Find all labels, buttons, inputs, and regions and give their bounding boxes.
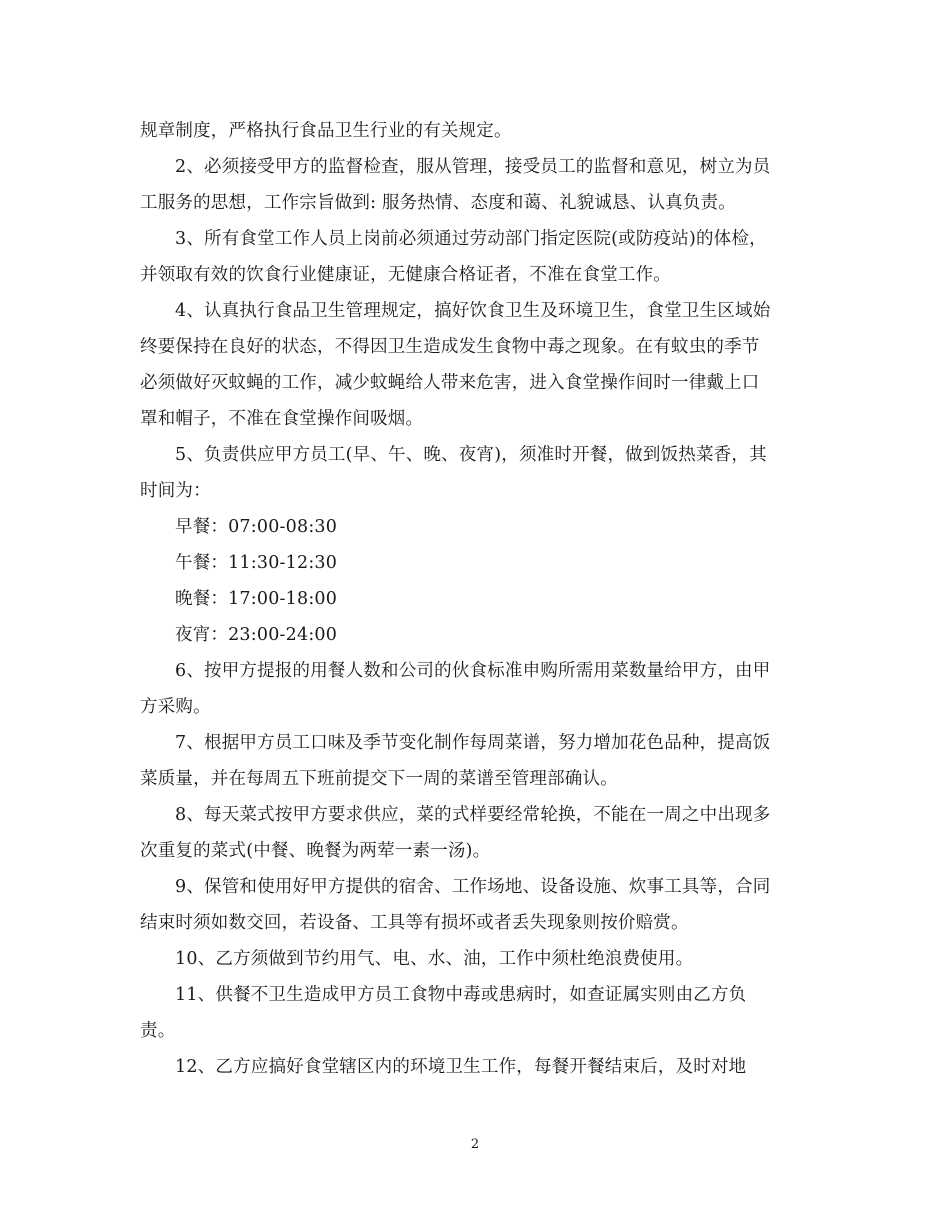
text-line: 罩和帽子，不准在食堂操作间吸烟。 (140, 409, 424, 429)
text-line: 必须做好灭蚊蝇的工作，减少蚊蝇给人带来危害，进入食堂操作间时一律戴上口 (140, 373, 760, 393)
text-line: 10、乙方须做到节约用气、电、水、油，工作中须杜绝浪费使用。 (175, 949, 694, 969)
text-line: 方采购。 (140, 697, 211, 717)
text-line: 时间为： (140, 481, 211, 501)
text-line: 菜质量，并在每周五下班前提交下一周的菜谱至管理部确认。 (140, 769, 618, 789)
text-line: 11、供餐不卫生造成甲方员工食物中毒或患病时，如查证属实则由乙方负 (175, 985, 747, 1005)
text-line: 工服务的思想，工作宗旨做到: 服务热情、态度和蔼、礼貌诚恳、认真负责。 (140, 193, 736, 213)
text-line: 3、所有食堂工作人员上岗前必须通过劳动部门指定医院(或防疫站)的体检， (175, 229, 767, 249)
text-line: 7、根据甲方员工口味及季节变化制作每周菜谱，努力增加花色品种，提高饭 (175, 733, 771, 753)
text-line: 8、每天菜式按甲方要求供应，菜的式样要经常轮换，不能在一周之中出现多 (175, 805, 771, 825)
text-line: 结束时须如数交回，若设备、工具等有损坏或者丢失现象则按价赔赏。 (140, 913, 689, 933)
text-line: 次重复的菜式(中餐、晚餐为两荤一素一汤)。 (140, 841, 491, 861)
meal-time-late-snack: 夜宵：23:00-24:00 (175, 625, 338, 645)
text-line: 责。 (140, 1021, 176, 1041)
text-line: 12、乙方应搞好食堂辖区内的环境卫生工作，每餐开餐结束后，及时对地 (175, 1057, 747, 1077)
text-line: 终要保持在良好的状态，不得因卫生造成发生食物中毒之现象。在有蚊虫的季节 (140, 337, 760, 357)
meal-time-breakfast: 早餐：07:00-08:30 (175, 517, 338, 537)
document-text (140, 113, 812, 1085)
meal-time-lunch: 午餐：11:30-12:30 (175, 553, 338, 573)
text-line: 9、保管和使用好甲方提供的宿舍、工作场地、设备设施、炊事工具等，合同 (175, 877, 771, 897)
text-line: 5、负责供应甲方员工(早、午、晚、夜宵)，须准时开餐，做到饭热菜香，其 (175, 445, 767, 465)
text-line: 6、按甲方提报的用餐人数和公司的伙食标准申购所需用菜数量给甲方，由甲 (175, 661, 771, 681)
text-line: 规章制度，严格执行食品卫生行业的有关规定。 (140, 121, 512, 141)
meal-time-dinner: 晚餐：17:00-18:00 (175, 589, 338, 609)
text-line: 并领取有效的饮食行业健康证，无健康合格证者，不准在食堂工作。 (140, 265, 671, 285)
text-line: 2、必须接受甲方的监督检查，服从管理，接受员工的监督和意见，树立为员 (175, 157, 771, 177)
text-line: 4、认真执行食品卫生管理规定，搞好饮食卫生及环境卫生，食堂卫生区域始 (175, 301, 771, 321)
document-body (140, 113, 812, 1085)
page-number: 2 (470, 1137, 480, 1152)
